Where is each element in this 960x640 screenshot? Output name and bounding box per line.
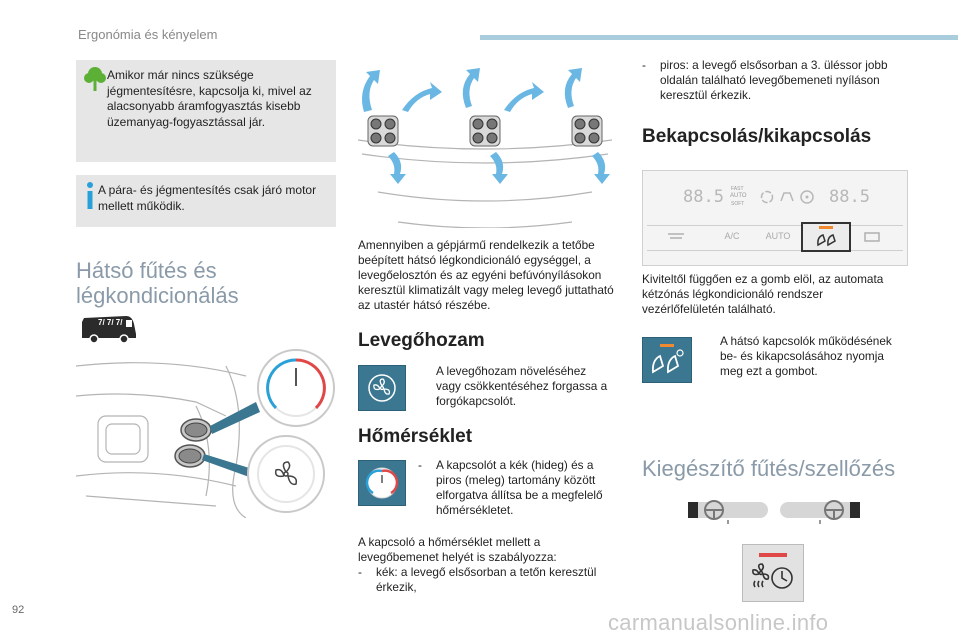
info-icon (85, 181, 97, 211)
temperature-text: A kapcsolót a kék (hideg) és a piros (meleg) tartomány között elforgatva állítsa be a megfelelő hőmérsékletet. (436, 458, 603, 517)
rhd-steering-icon (780, 498, 860, 526)
dash-marker: - (358, 565, 362, 579)
roof-vent-left (368, 116, 398, 146)
on-off-step (702, 334, 898, 379)
on-off-text: Kiviteltől függően ez a gomb elöl, az automata kétzónás légkondicionáló rendszer vezérlőfelületén található. (642, 272, 884, 316)
rear-ac-intro: Amennyiben a gépjármű rendelkezik a tetőbe beépített hátsó légkondicionáló egységgel, a levegőelosztón és az egyéni befúvónyílásokon keresztül klimatizált vagy meleg levegő juttatható az utastér hátsó részébe. (358, 238, 614, 312)
recirculation-icon (759, 189, 775, 205)
heading-line-2: légkondicionálás (76, 283, 239, 308)
ac-button[interactable]: A/C (724, 231, 740, 241)
blue-bullet-text: kék: a levegő elsősorban a tetőn keresztül érkezik, (376, 565, 597, 594)
lhd-steering-icon (688, 498, 768, 526)
heading-line-1: Hátsó fűtés és (76, 258, 217, 283)
panel-auto-label: AUTO (730, 193, 747, 199)
vent-bullet-red (642, 58, 906, 103)
eco-note-text: Amikor már nincs szüksége jégmentesítésre, kapcsolja ki, mivel az alacsonyabb áramfogyasztás kisebb üzemanyag-fogyasztással jár. (107, 68, 312, 129)
roof-vents-illustration (358, 62, 612, 228)
info-note-box (76, 175, 336, 227)
section-title: Ergonómia és kényelem (78, 27, 218, 42)
temperature-dial-icon (358, 460, 406, 506)
indicator-led (819, 226, 833, 229)
section-heading-rear-heating (76, 258, 336, 308)
panel-button-row (647, 225, 903, 251)
fan-speed-icon (799, 189, 815, 205)
panel-display-left: 88.5 (683, 187, 724, 207)
airflow-step (418, 364, 614, 409)
knob-fan (175, 445, 205, 467)
knob-temperature (181, 419, 211, 441)
tree-icon (84, 66, 106, 92)
windscreen-icon (779, 189, 795, 205)
red-bullet-text: piros: a levegő elsősorban a 3. üléssor jobb oldalán található levegőbemeneti nyíláson keresztül érkezik. (660, 58, 888, 102)
on-off-step-text: A hátsó kapcsolók működésének be- és kikapcsolásához nyomja meg ezt a gombot. (720, 334, 892, 378)
rear-defrost-button[interactable] (861, 230, 899, 246)
auto-button[interactable]: AUTO (765, 231, 791, 241)
climate-panel (642, 170, 908, 266)
temperature-step (418, 458, 614, 518)
dash-marker: - (418, 458, 422, 472)
panel-display-right: 88.5 (829, 187, 870, 207)
rear-climate-button-icon (642, 337, 692, 383)
aux-heater-button (742, 544, 804, 602)
eco-note-box (76, 60, 336, 162)
rear-console-illustration (76, 346, 340, 518)
watermark: carmanualsonline.info (608, 610, 829, 635)
heading-airflow: Levegőhozam (358, 330, 485, 351)
vent-bullet-blue (358, 565, 616, 595)
van-seat-badge: 7/ 7/ 7/ (98, 318, 123, 327)
heading-temperature: Hőmérséklet (358, 426, 473, 447)
page-number: 92 (12, 604, 25, 616)
panel-soft-label: SOFT (731, 201, 745, 207)
heading-on-off: Bekapcsolás/kikapcsolás (642, 126, 872, 147)
indicator-led (759, 553, 787, 557)
header-rule (480, 35, 958, 40)
dash-marker: - (642, 58, 646, 72)
airflow-text: A levegőhozam növeléséhez vagy csökkentéséhez forgassa a forgókapcsolót. (436, 364, 608, 408)
heading-aux-heating: Kiegészítő fűtés/szellőzés (642, 456, 896, 481)
roof-vent-right (572, 116, 602, 146)
vent-control-text: A kapcsoló a hőmérséklet mellett a levegőbemenet helyét is szabályozza: (358, 535, 557, 564)
rear-climate-button[interactable] (801, 222, 851, 252)
info-note-text: A pára- és jégmentesítés csak járó motor mellett működik. (98, 183, 317, 213)
roof-vent-center (470, 116, 500, 146)
rear-window-demist-button[interactable] (657, 230, 695, 246)
fan-icon (358, 365, 406, 411)
panel-fast-label: FAST (731, 186, 744, 192)
van-icon (80, 312, 138, 344)
